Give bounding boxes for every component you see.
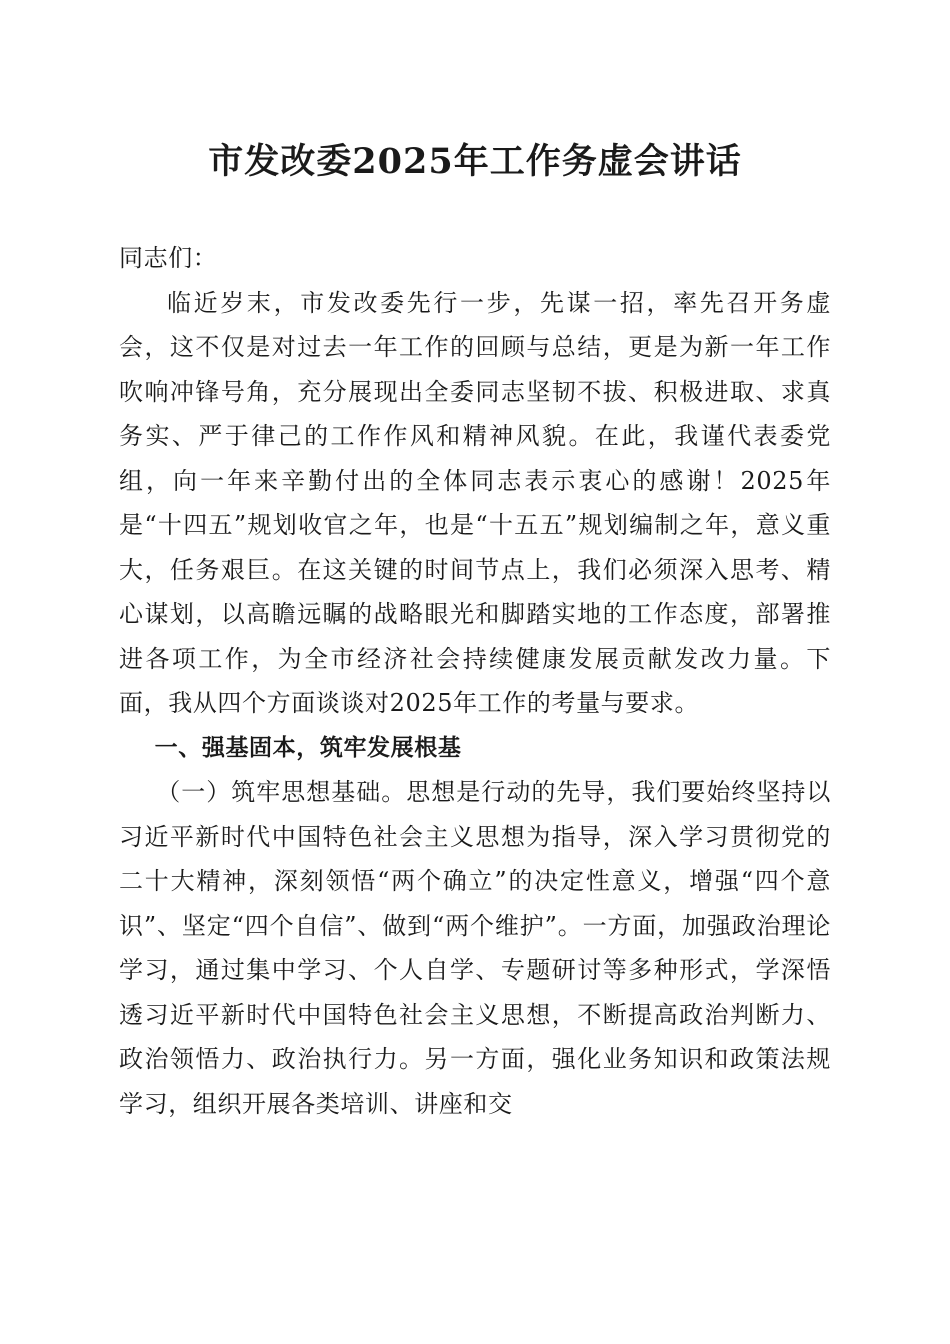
subsection-paragraph (119, 770, 831, 1126)
section-heading: 一、强基固本，筑牢发展根基 (154, 734, 462, 761)
salutation: 同志们： (119, 244, 218, 272)
document-title: 市发改委2025年工作务虚会讲话 (208, 141, 742, 182)
subsection-lead: （一）筑牢思想基础。 (156, 778, 407, 806)
intro-paragraph: 临近岁末，市发改委先行一步，先谋一招，率先召开务虚会，这不仅是对过去一年工作的回顾与总结，更是为新一年工作吹响冲锋号角，充分展现出全委同志坚韧不拔、积极进取、求真务实、严于律己的工作作风和精神风貌。在此，我谨代表委党组，向一年来辛勤付出的全体同志表示衷心的感谢！2025年是“十四五”规划收官之年，也是“十五五”规划编制之年，意义重大，任务艰巨。在这关键的时间节点上，我们必须深入思考、精心谋划，以高瞻远瞩的战略眼光和脚踏实地的工作态度，部署推进各项工作，为全市经济社会持续健康发展贡献发改力量。下面，我从四个方面谈谈对2025年工作的考量与要求。 (119, 288, 831, 717)
subsection-text: 思想是行动的先导，我们要始终坚持以习近平新时代中国特色社会主义思想为指导，深入学习贯彻党的二十大精神，深刻领悟“两个确立”的决定性意义，增强“四个意识”、坚定“四个自信”、做到“两个维护”。一方面，加强政治理论学习，通过集中学习、个人自学、专题研讨等多种形式，学深悟透习近平新时代中国特色社会主义思想，不断提高政治判断力、政治领悟力、政治执行力。另一方面，强化业务知识和政策法规学习，组织开展各类培训、讲座和交 (119, 778, 832, 1118)
document-body (119, 236, 831, 1126)
